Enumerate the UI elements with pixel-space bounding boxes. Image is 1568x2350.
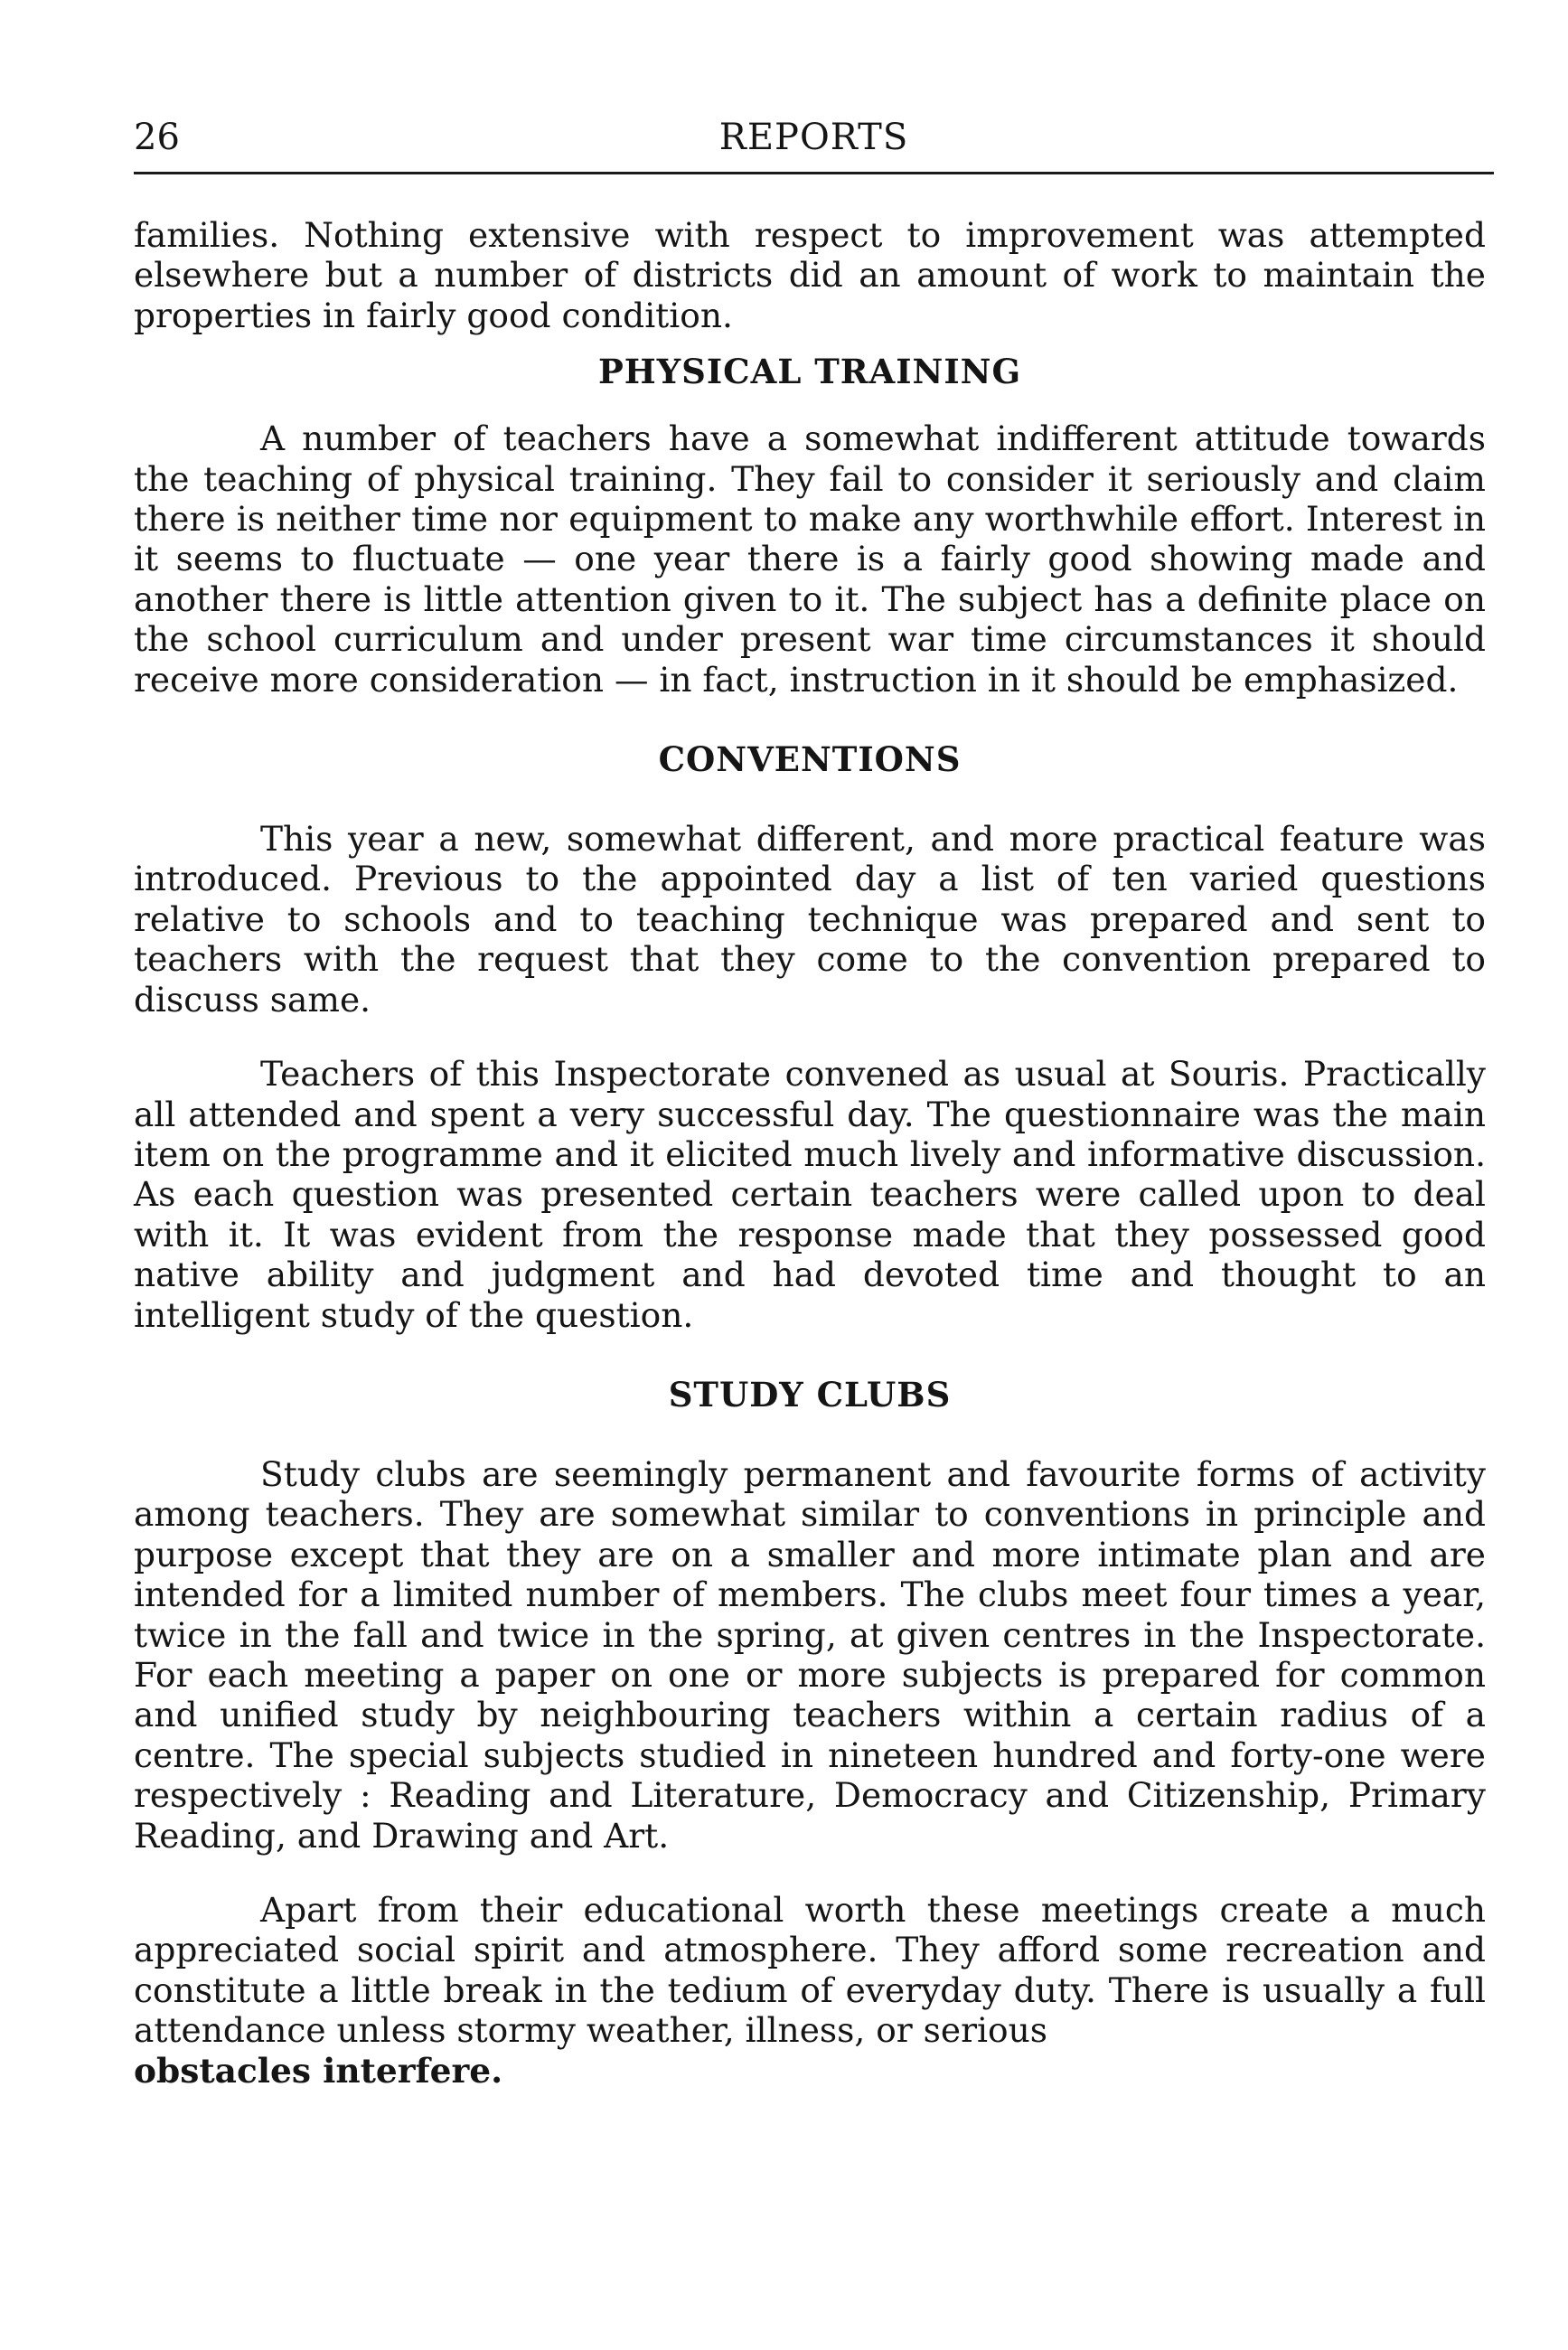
continuation-paragraph: families. Nothing extensive with respect to improvement was attempted elsewhere but a number of districts did an amount of work to maintain the properties in fairly good condition. — [134, 215, 1486, 335]
section-heading-study-clubs: STUDY CLUBS — [668, 1374, 952, 1415]
section-heading-physical-training: PHYSICAL TRAINING — [597, 352, 1022, 392]
paragraph-study-clubs-2-end: obstacles interfere. — [134, 2050, 503, 2091]
running-title: REPORTS — [718, 117, 909, 158]
paragraph-study-clubs-1: Study clubs are seemingly permanent and favourite forms of activity among teachers. They are somewhat similar to conventions in principle and purpose except that they are on a smaller and more intimate plan and are intended for a limited number of members. The clubs meet four times a year, twice in the fall and twice in the spring, at given centres in the Inspectorate. For each meeting a paper on one or more subjects is prepared for common and unified study by neighbouring teachers within a certain radius of a centre. The special subjects studied in nineteen hundred and forty-one were respectively : Reading and Literature, Democracy and Citizenship, Primary Reading, and Drawing and Art. — [134, 1453, 1486, 1856]
paragraph-study-clubs-2: Apart from their educational worth these meetings create a much appreciated social spirit and atmosphere. They afford some recreation and constitute a little break in the tedium of everyday duty. There is usually a full attendance unless stormy weather, illness, or serious — [134, 1890, 1486, 2051]
body-text — [134, 215, 1486, 2091]
running-header — [134, 116, 1494, 163]
paragraph-conventions-1: This year a new, somewhat different, and more practical feature was introduced. Previous to the appointed day a list of ten varied questions relative to schools and to teaching technique was prepared and sent to teachers with the request that they come to the convention prepared to discuss same. — [134, 819, 1486, 1020]
paragraph-conventions-2: Teachers of this Inspectorate convened as usual at Souris. Practically all attended and spent a very successful day. The questionnaire was the main item on the programme and it elicited much lively and informative discussion. As each question was presented certain teachers were called upon to deal with it. It was evident from the response made that they possessed good native ability and judgment and had devoted time and thought to an intelligent study of the question. — [134, 1054, 1486, 1335]
page-number: 26 — [134, 117, 180, 158]
section-heading-conventions: CONVENTIONS — [658, 739, 962, 780]
paragraph-physical-training: A number of teachers have a somewhat indifferent attitude towards the teaching of physical training. They fail to consider it seriously and claim there is neither time nor equipment to make any worthwhile effort. Interest in it seems to fluctuate — one year there is a fairly good showing made and another there is little attention given to it. The subject has a definite place on the school curriculum and under present war time circumstances it should receive more consideration — in fact, instruction in it should be emphasized. — [134, 418, 1486, 700]
header-rule — [134, 172, 1494, 174]
